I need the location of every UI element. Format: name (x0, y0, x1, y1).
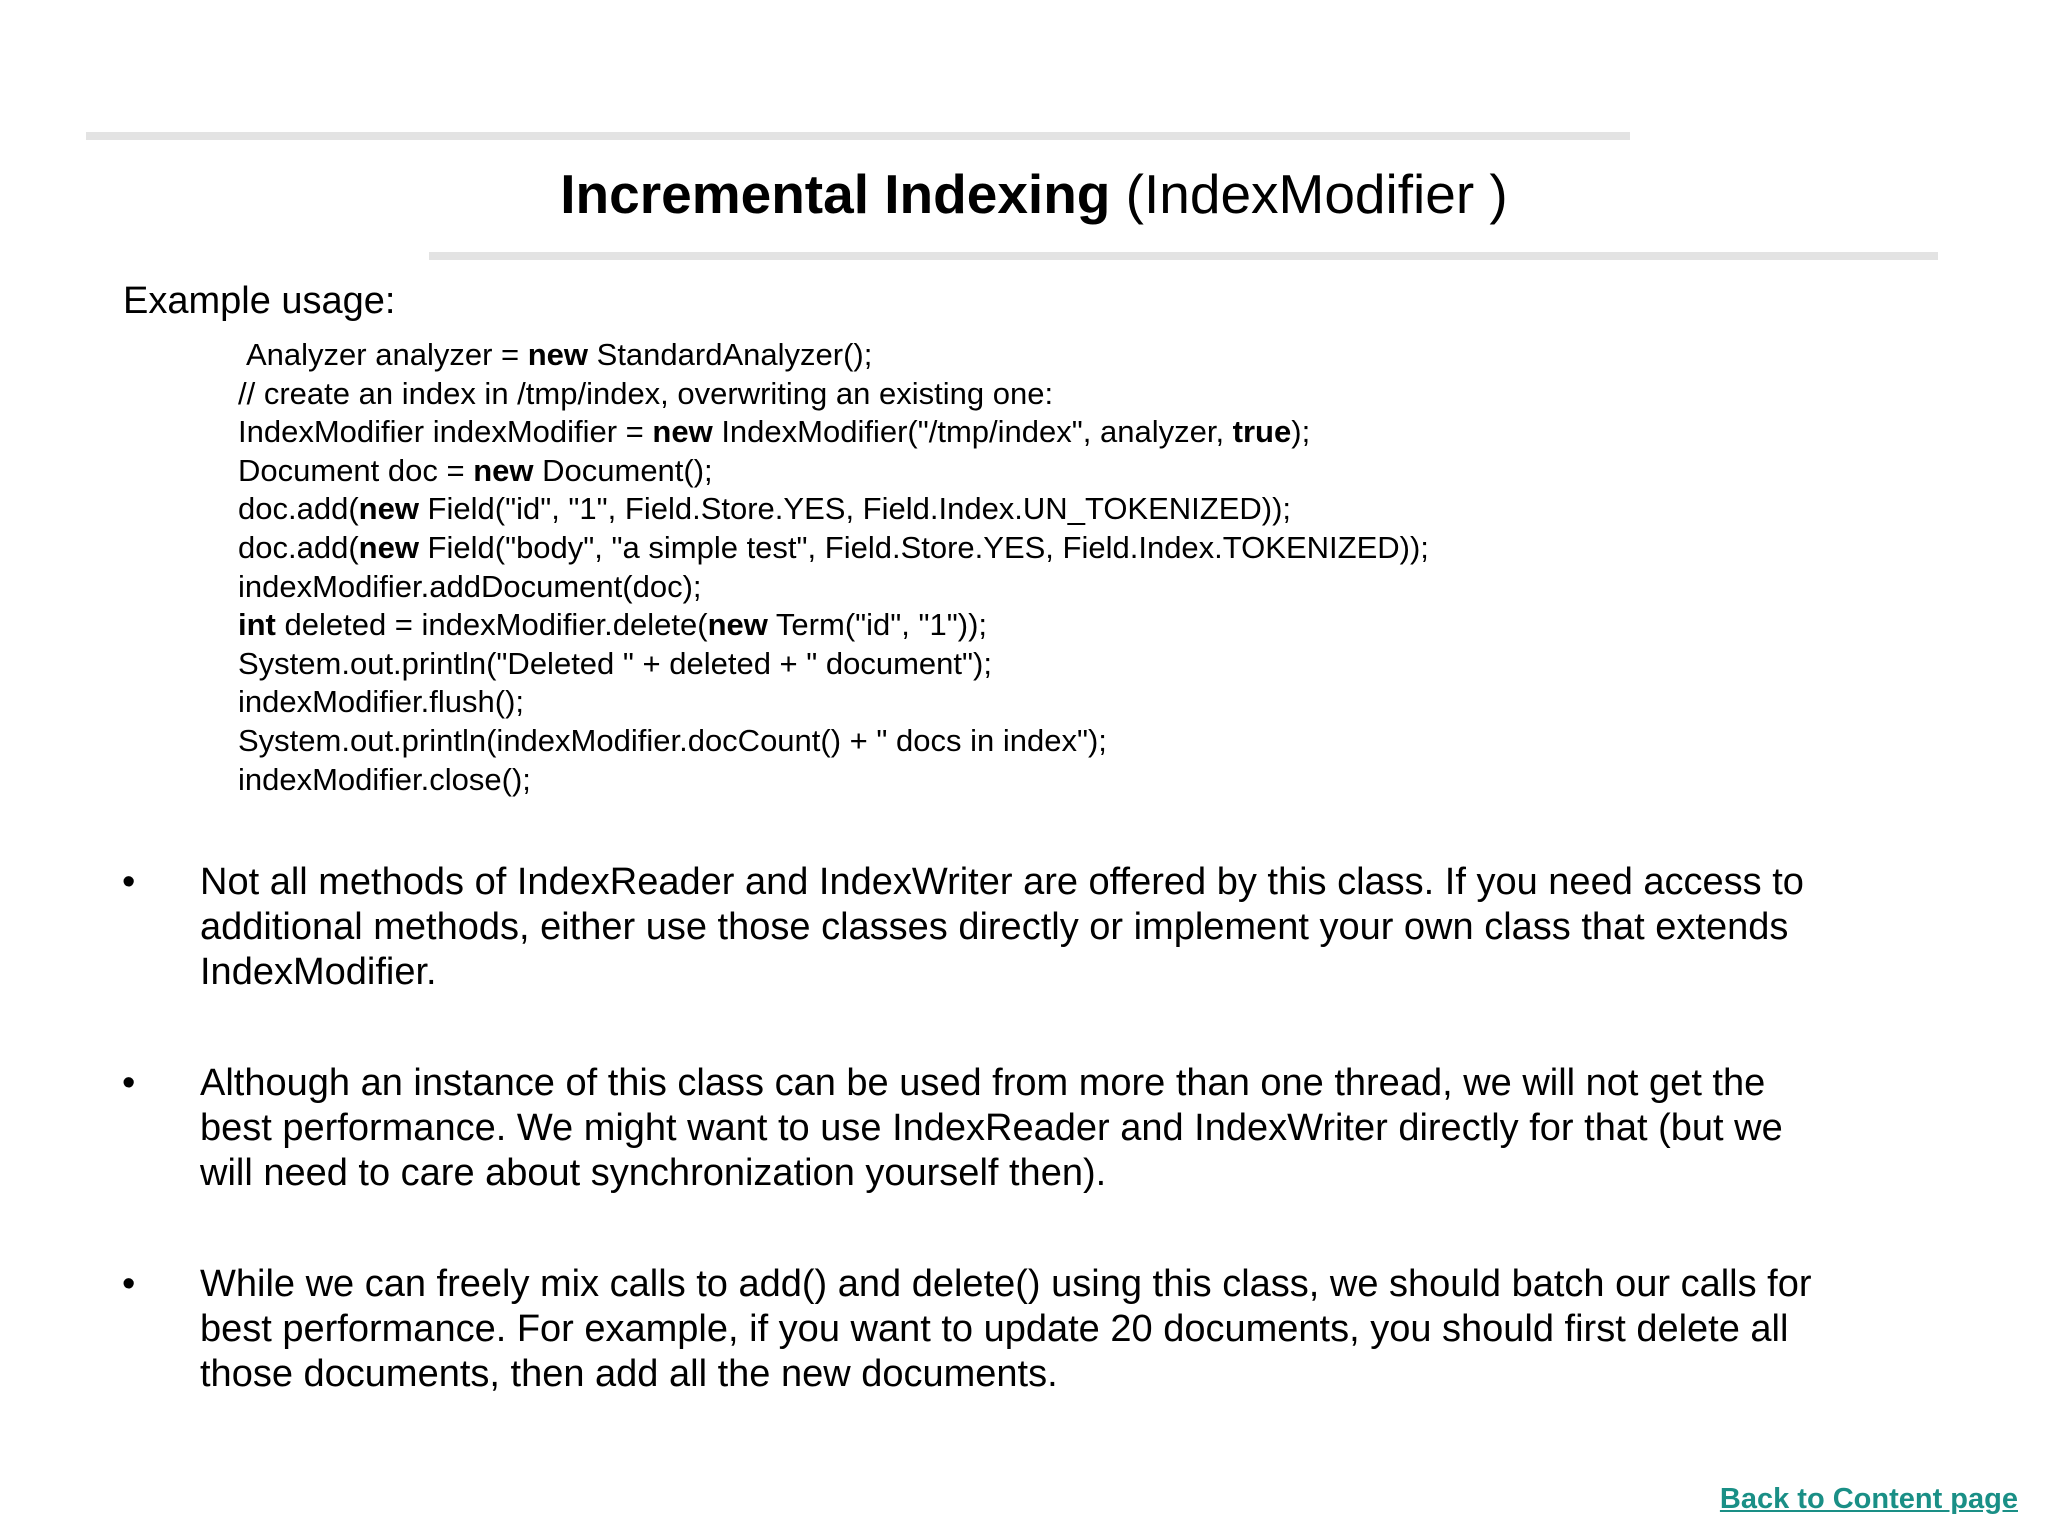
code-line (238, 683, 1429, 722)
title-normal: (IndexModifier ) (1110, 163, 1508, 225)
code-line (238, 645, 1429, 684)
code-text: System.out.println("Deleted " + deleted + " document"); (238, 645, 992, 681)
code-text: indexModifier.close(); (238, 761, 531, 797)
bullet-text (200, 1262, 1920, 1397)
code-text: indexModifier.flush(); (238, 684, 525, 720)
code-keyword: true (1232, 414, 1292, 450)
code-keyword: new (473, 452, 534, 488)
code-text: Field("body", "a simple test", Field.Store.YES, Field.Index.TOKENIZED)); (418, 529, 1429, 565)
code-text: Field("id", "1", Field.Store.YES, Field.Index.UN_TOKENIZED)); (418, 491, 1292, 527)
code-text: indexModifier.addDocument(doc); (238, 568, 702, 604)
slide-title (0, 158, 1648, 230)
bullet-line: best performance. We might want to use IndexReader and IndexWriter directly for that (but we (200, 1107, 1783, 1149)
code-line (238, 568, 1429, 607)
code-text: Document(); (533, 452, 713, 488)
bullet-line: IndexModifier. (200, 951, 437, 993)
bullet-line: those documents, then add all the new documents. (200, 1353, 1058, 1395)
bullet-line: best performance. For example, if you want to update 20 documents, you should first delete all (200, 1308, 1789, 1350)
bullet-text (200, 1061, 1920, 1196)
code-keyword: new (707, 607, 768, 643)
code-text: ); (1291, 414, 1311, 450)
code-text: Analyzer analyzer = (246, 337, 528, 372)
code-text: // create an index in /tmp/index, overwriting an existing one: (238, 375, 1054, 411)
bullet-marker: • (122, 1263, 136, 1305)
code-text: StandardAnalyzer(); (588, 337, 873, 372)
code-text: doc.add( (238, 491, 359, 527)
code-text: System.out.println(indexModifier.docCount() + " docs in index"); (238, 722, 1107, 758)
code-keyword: new (652, 414, 713, 450)
code-keyword: new (527, 337, 589, 372)
code-text: Term("id", "1")); (767, 607, 988, 643)
bullet-marker: • (122, 861, 136, 903)
title-bold: Incremental Indexing (560, 163, 1111, 225)
code-text: IndexModifier("/tmp/index", analyzer, (712, 414, 1233, 450)
code-line (238, 490, 1429, 529)
code-text: doc.add( (238, 529, 359, 565)
code-line (238, 336, 1429, 375)
code-text: deleted = indexModifier.delete( (275, 607, 708, 643)
code-line (238, 529, 1429, 568)
code-keyword: new (358, 529, 419, 565)
top-divider (86, 132, 1630, 140)
code-keyword: int (238, 607, 276, 643)
bullet-line: will need to care about synchronization yourself then). (200, 1152, 1107, 1194)
title-underline-divider (429, 252, 1938, 260)
code-line (238, 761, 1429, 800)
bullet-line: additional methods, either use those classes directly or implement your own class that extends (200, 906, 1789, 948)
bullet-marker: • (122, 1062, 136, 1104)
code-text: IndexModifier indexModifier = (238, 414, 653, 450)
code-keyword: new (358, 491, 419, 527)
code-line (238, 375, 1429, 414)
back-to-content-link[interactable]: Back to Content page (1719, 1483, 2018, 1515)
bullet-line: While we can freely mix calls to add() and delete() using this class, we should batch our calls for (200, 1263, 1812, 1305)
bullet-line: Although an instance of this class can be used from more than one thread, we will not get the (200, 1062, 1766, 1104)
code-example (238, 336, 1429, 799)
code-text: Document doc = (238, 452, 474, 488)
bullet-text (200, 860, 1920, 995)
code-line (238, 722, 1429, 761)
code-line (238, 413, 1429, 452)
example-usage-label: Example usage: (123, 280, 396, 322)
code-line (238, 452, 1429, 491)
bullet-line: Not all methods of IndexReader and IndexWriter are offered by this class. If you need access to (200, 861, 1804, 903)
code-line (238, 606, 1429, 645)
